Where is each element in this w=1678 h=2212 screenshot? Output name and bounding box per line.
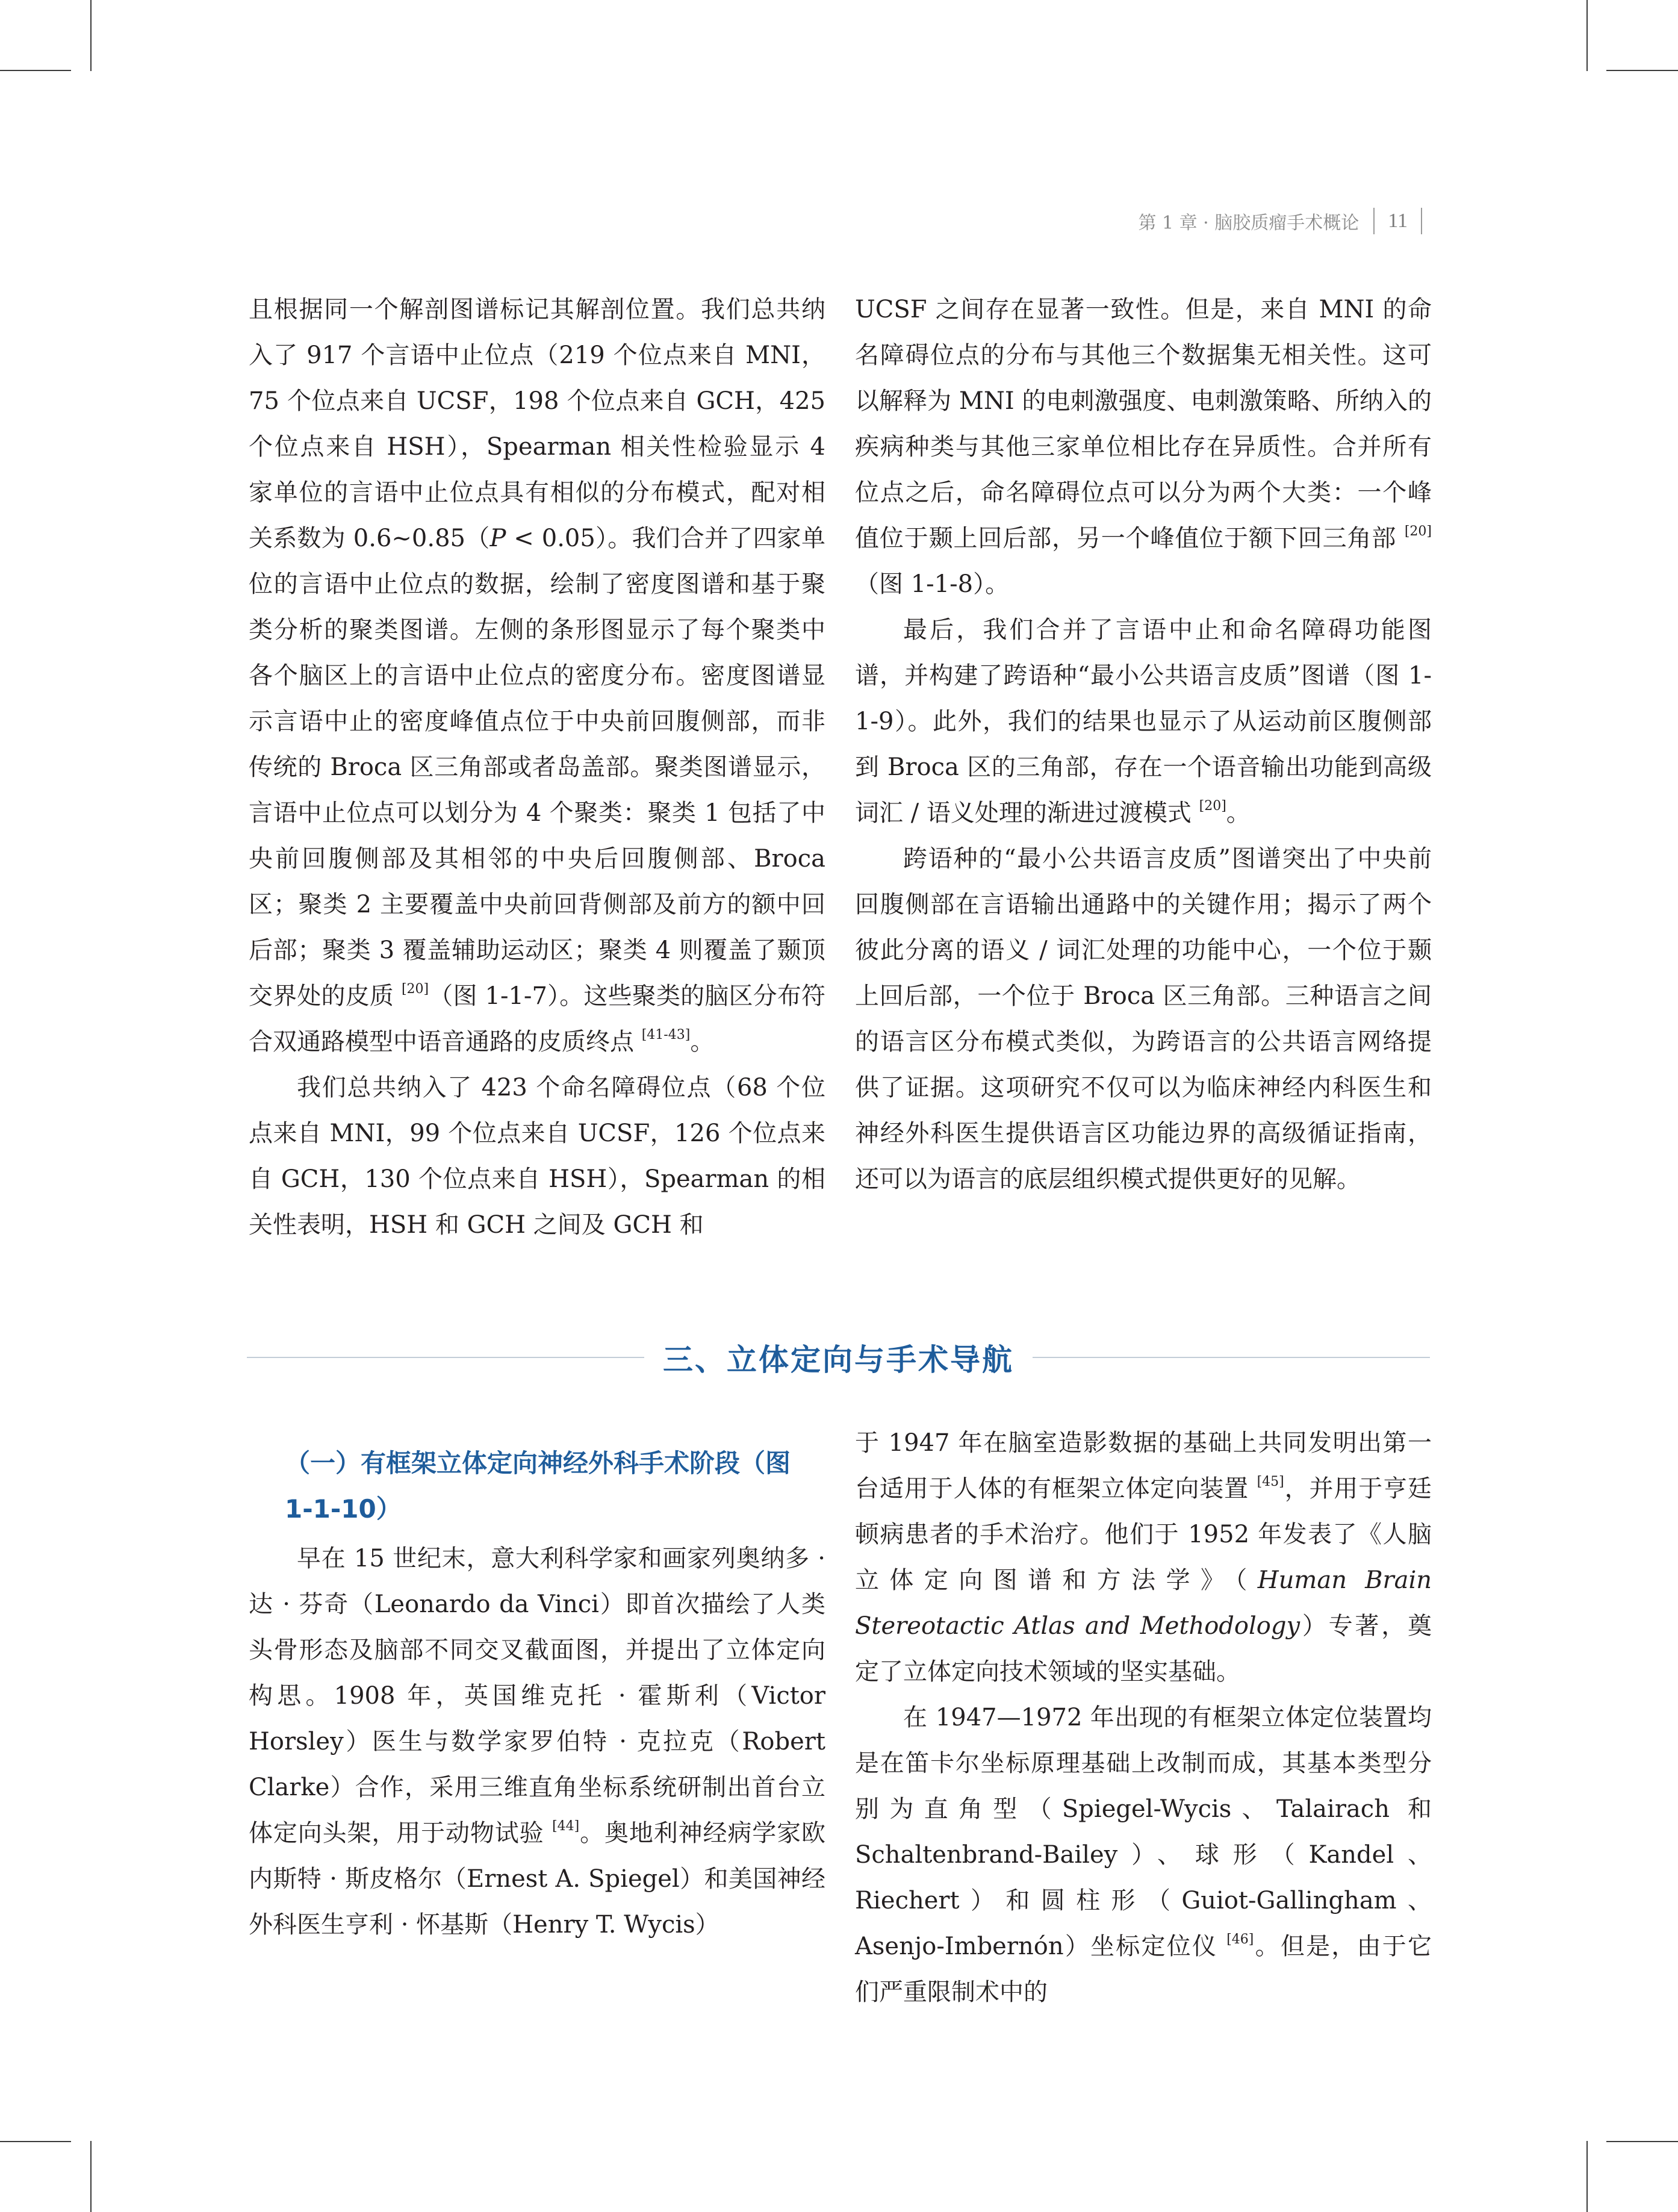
upper-left-column [249, 287, 825, 1248]
text-run: 最后，我们合并了言语中止和命名障碍功能图谱，并构建了跨语种“最小公共语言皮质”图谱（图 1-1-9）。此外，我们的结果也显示了从运动前区腹侧部到 Broca 区的三角部，存在一个语音输出功能到高级词汇 / 语义处理的渐进过渡模式 [855, 616, 1432, 827]
paragraph [249, 1536, 825, 1948]
italic-text: Human Brain Stereotactic Atlas and Methodology [855, 1566, 1432, 1640]
lower-left-column [249, 1441, 825, 1948]
text-run: 。 [690, 1028, 715, 1056]
text-run: UCSF 之间存在显著一致性。但是，来自 MNI 的命名障碍位点的分布与其他三个数据集无相关性。这可以解释为 MNI 的电刺激强度、电刺激策略、所纳入的疾病种类与其他三家单位相比存在异质性。合并所有位点之后，命名障碍位点可以分为两个大类：一个峰值位于颞上回后部，另一个峰值位于额下回三角部 [855, 296, 1432, 552]
text-run: 。 [1226, 799, 1251, 827]
crop-mark [90, 0, 92, 71]
text-run: 早在 15 世纪末，意大利科学家和画家列奥纳多 · 达 · 芬奇（Leonardo da Vinci）即首次描绘了人类头骨形态及脑部不同交叉截面图，并提出了立体定向构思。1908 年，英国维克托 · 霍斯利（Victor Horsley）医生与数学家罗伯特 · 克拉克（Robert Clarke）合作，采用三维直角坐标系统研制出首台立体定向头架，用于动物试验 [249, 1545, 825, 1847]
paragraph [855, 607, 1432, 836]
citation-ref: [20] [1199, 799, 1226, 814]
citation-ref: [45] [1257, 1474, 1284, 1489]
chapter-title: 第 1 章 · 脑胶质瘤手术概论 [1138, 213, 1359, 234]
italic-text: P [489, 525, 506, 552]
text-run: 。但是，由于它们严重限制术中的 [855, 1933, 1432, 2006]
text-run: 跨语种的“最小公共语言皮质”图谱突出了中央前回腹侧部在言语输出通路中的关键作用；揭示了两个彼此分离的语义 / 词汇处理的功能中心，一个位于颞上回后部，一个位于 Broca 区三角部。三种语言之间的语言区分布模式类似，为跨语言的公共语言网络提供了证据。这项研究不仅可以为临床神经内科医生和神经外科医生提供语言区功能边界的高级循证指南，还可以为语言的底层组织模式提供更好的见解。 [855, 845, 1432, 1193]
text-run: 我们总共纳入了 423 个命名障碍位点（68 个位点来自 MNI，99 个位点来自 UCSF，126 个位点来自 GCH，130 个位点来自 HSH），Spearman 的相关性表明，HSH 和 GCH 之间及 GCH 和 [249, 1074, 825, 1239]
header-divider [1373, 208, 1375, 234]
crop-mark [1606, 70, 1678, 71]
crop-mark [1606, 2141, 1678, 2142]
crop-mark [0, 70, 71, 71]
subsection-heading: （一）有框架立体定向神经外科手术阶段（图 1-1-10） [285, 1448, 791, 1524]
upper-right-column [855, 287, 1432, 1202]
section-title-bar [247, 1330, 1430, 1384]
running-header [1138, 206, 1422, 236]
paragraph [249, 1065, 825, 1248]
citation-ref: [20] [1404, 524, 1432, 539]
text-run: ）专著，奠定了立体定向技术领域的坚实基础。 [855, 1612, 1432, 1686]
paragraph [855, 287, 1432, 607]
text-run: （图 1-1-7）。这些聚类的脑区分布符合双通路模型中语音通路的皮质终点 [249, 982, 825, 1056]
header-divider [1421, 208, 1422, 234]
citation-ref: [46] [1226, 1932, 1254, 1947]
citation-ref: [41-43] [641, 1027, 691, 1042]
paragraph [855, 1695, 1432, 2015]
text-run: 于 1947 年在脑室造影数据的基础上共同发明出第一台适用于人体的有框架立体定向装置 [855, 1429, 1432, 1503]
crop-mark [0, 2141, 71, 2142]
crop-mark [1586, 2141, 1588, 2212]
crop-mark [90, 2141, 92, 2212]
paragraph [249, 287, 825, 1065]
text-run: （图 1-1-8）。 [855, 570, 1010, 598]
text-run: ，并用于亨廷顿病患者的手术治疗。他们于 1952 年发表了《人脑立体定向图谱和方法学》（ [855, 1475, 1432, 1594]
page-number: 11 [1388, 210, 1408, 232]
section-title: 三、立体定向与手术导航 [663, 1342, 1014, 1377]
text-run: 且根据同一个解剖图谱标记其解剖位置。我们总共纳入了 917 个言语中止位点（219 个位点来自 MNI，75 个位点来自 UCSF，198 个位点来自 GCH，425 个位点来自 HSH），Spearman 相关性检验显示 4 家单位的言语中止位点具有相似的分布模式，配对相关系数为 0.6~0.85（ [249, 296, 825, 552]
paragraph [855, 836, 1432, 1202]
text-run: 。奥地利神经病学家欧内斯特 · 斯皮格尔（Ernest A. Spiegel）和美国神经外科医生亨利 · 怀基斯（Henry T. Wycis） [249, 1819, 826, 1939]
text-run: < 0.05）。我们合并了四家单位的言语中止位点的数据，绘制了密度图谱和基于聚类分析的聚类图谱。左侧的条形图显示了每个聚类中各个脑区上的言语中止位点的密度分布。密度图谱显示言语中止的密度峰值点位于中央前回腹侧部，而非传统的 Broca 区三角部或者岛盖部。聚类图谱显示，言语中止位点可以划分为 4 个聚类：聚类 1 包括了中央前回腹侧部及其相邻的中央后回腹侧部、Broca 区；聚类 2 主要覆盖中央前回背侧部及前方的额中回后部；聚类 3 覆盖辅助运动区；聚类 4 则覆盖了颞顶交界处的皮质 [249, 525, 825, 1010]
citation-ref: [44] [552, 1819, 580, 1834]
crop-mark [1586, 0, 1588, 71]
lower-left-body [249, 1536, 825, 1948]
text-run: 在 1947—1972 年出现的有框架立体定位装置均是在笛卡尔坐标原理基础上改制而成，其基本类型分别为直角型（Spiegel-Wycis、Talairach 和 Schaltenbrand-Bailey）、球形（Kandel、Riechert）和圆柱形（Guiot-Gallingham、Asenjo-Imbernón）坐标定位仪 [855, 1704, 1432, 1960]
paragraph [855, 1420, 1432, 1695]
citation-ref: [20] [401, 982, 429, 997]
lower-right-column [855, 1420, 1432, 2015]
